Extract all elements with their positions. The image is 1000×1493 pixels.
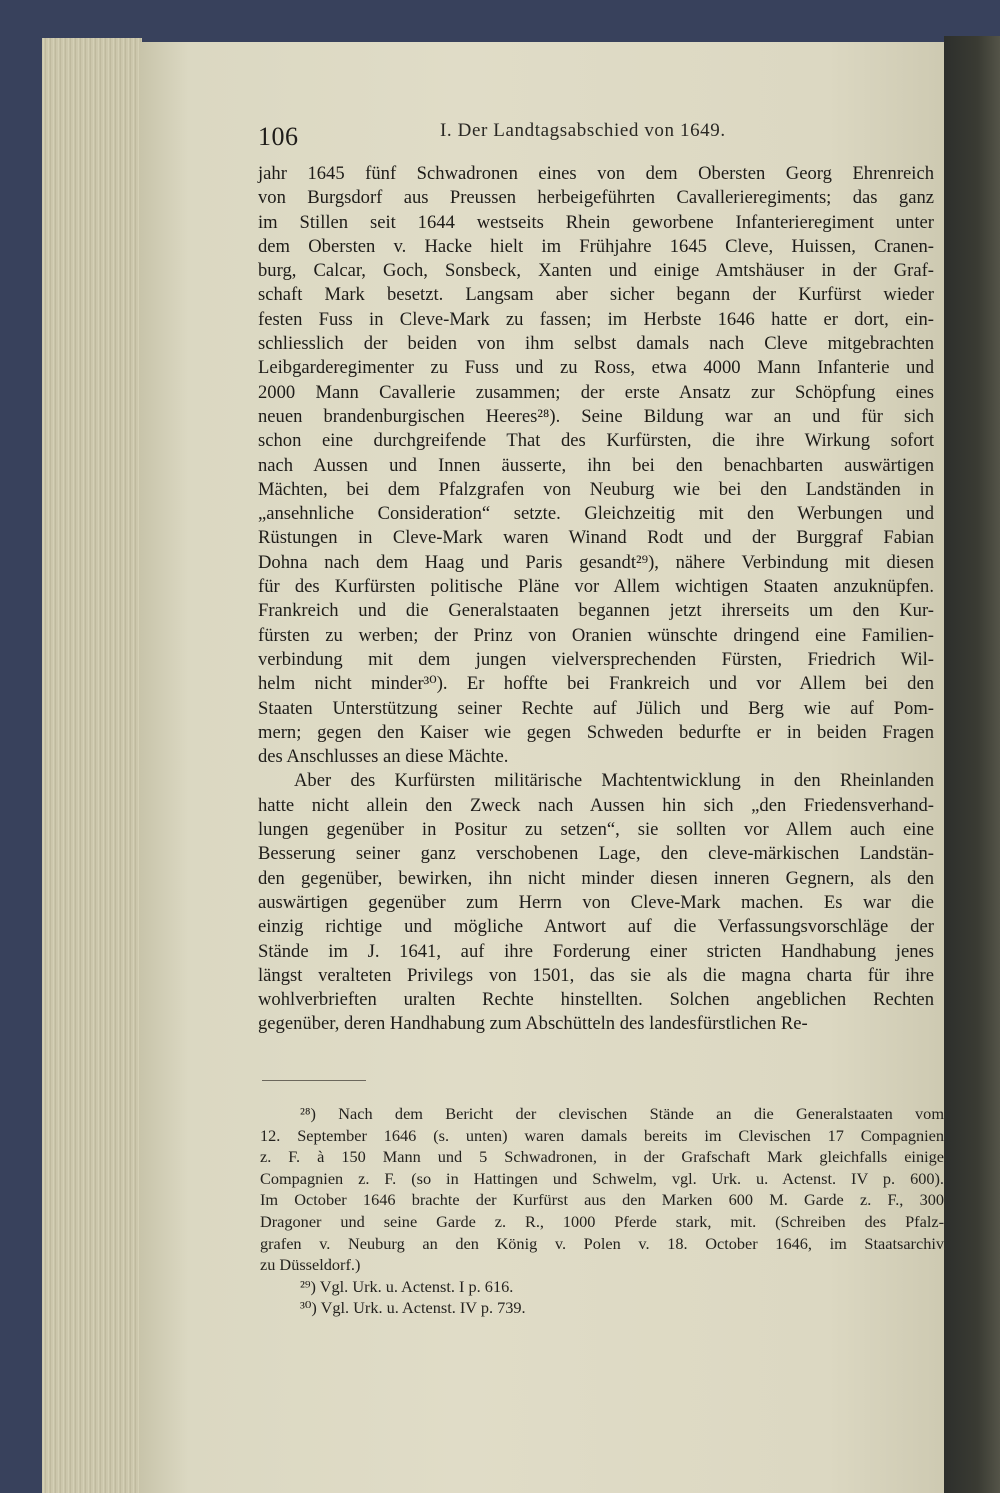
text-line: „ansehnliche Consideration“ setzte. Gleichzeitig mit den Werbungen und [258, 503, 934, 525]
footnote-line: z. F. à 150 Mann und 5 Schwadronen, in der Grafschaft Mark gleichfalls einige [260, 1147, 944, 1167]
text-line: dem Obersten v. Hacke hielt im Frühjahre 1645 Cleve, Huissen, Cranen- [258, 235, 934, 257]
text-line: schon eine durchgreifende That des Kurfürsten, die ihre Wirkung sofort [258, 430, 934, 452]
text-line: helm nicht minder³⁰). Er hoffte bei Frankreich und vor Allem bei den [258, 673, 934, 695]
text-line: schaft Mark besetzt. Langsam aber sicher begann der Kurfürst wieder [258, 284, 934, 306]
text-line: Staaten Unterstützung seiner Rechte auf Jülich und Berg wie auf Pom- [258, 697, 934, 719]
text-line: jahr 1645 fünf Schwadronen eines von dem Obersten Georg Ehrenreich [258, 163, 934, 184]
text-line: wohlverbrieften uralten Rechte hinstellten. Solchen angeblichen Rechten [258, 989, 934, 1011]
text-line: längst veralteten Privilegs von 1501, das sie als die magna charta für ihre [258, 964, 934, 986]
text-line: Mächten, bei dem Pfalzgrafen von Neuburg wie bei den Landständen in [258, 478, 934, 500]
footnote-line: ²⁸) Nach dem Bericht der clevischen Stände an die Generalstaaten vom [300, 1104, 944, 1123]
text-line: Frankreich und die Generalstaaten begannen jetzt ihrerseits um den Kur- [258, 600, 934, 622]
text-line: nach Aussen und Innen äusserte, ihn bei den benachbarten auswärtigen [258, 454, 934, 476]
footnote-line: Im October 1646 brachte der Kurfürst aus den Marken 600 M. Garde z. F., 300 [260, 1190, 944, 1210]
text-line: einzig richtige und mögliche Antwort auf die Verfassungsvorschläge der [258, 916, 934, 938]
footnote-divider [262, 1080, 366, 1081]
text-line: Leibgarderegimenter zu Fuss und zu Ross, etwa 4000 Mann Infanterie und [258, 357, 934, 379]
footnote-line: zu Düsseldorf.) [260, 1255, 361, 1275]
footnote-line: grafen v. Neuburg an den König v. Polen v. 18. October 1646, im Staatsarchiv [260, 1233, 944, 1253]
text-line: lungen gegenüber in Positur zu setzen“, sie sollten vor Allem auch eine [258, 819, 934, 841]
binding-shadow [944, 36, 1000, 1493]
text-line: gegenüber, deren Handhabung zum Abschütteln des landesfürstlichen Re- [258, 1013, 808, 1035]
body-text [258, 162, 934, 1037]
footnote-line: ³⁰) Vgl. Urk. u. Actenst. IV p. 739. [300, 1298, 526, 1318]
text-line: schliesslich der beiden von ihm selbst damals nach Cleve mitgebrachten [258, 333, 934, 355]
text-line: Aber des Kurfürsten militärische Machtentwicklung in den Rheinlanden [294, 770, 934, 792]
text-line: Dohna nach dem Haag und Paris gesandt²⁹), nähere Verbindung mit diesen [258, 551, 934, 573]
text-line: im Stillen seit 1644 westseits Rhein geworbene Infanterieregiment unter [258, 211, 934, 233]
text-line: für des Kurfürsten politische Pläne vor Allem wichtigen Staaten anzuknüpfen. [258, 576, 934, 598]
text-line: Besserung seiner ganz verschobenen Lage, den cleve-märkischen Landstän- [258, 843, 934, 865]
text-line: den gegenüber, bewirken, ihn nicht minder diesen inneren Gegnern, als den [258, 867, 934, 889]
text-line: auswärtigen gegenüber zum Herrn von Cleve-Mark machen. Es war die [258, 891, 934, 913]
footnotes [260, 1103, 944, 1319]
page-number: 106 [258, 122, 299, 151]
footnote-line: ²⁹) Vgl. Urk. u. Actenst. I p. 616. [300, 1276, 514, 1296]
text-line: 2000 Mann Cavallerie zusammen; der erste Ansatz zur Schöpfung eines [258, 381, 934, 403]
text-line: des Anschlusses an diese Mächte. [258, 746, 509, 768]
page-stack-edge [42, 38, 142, 1493]
page-header [258, 116, 948, 156]
text-line: Rüstungen in Cleve-Mark waren Winand Rodt und der Burggraf Fabian [258, 527, 934, 549]
text-line: fürsten zu werben; der Prinz von Oranien wünschte dringend eine Familien- [258, 624, 934, 646]
text-line: burg, Calcar, Goch, Sonsbeck, Xanten und einige Amtshäuser in der Graf- [258, 260, 934, 282]
footnote-line: Dragoner und seine Garde z. R., 1000 Pferde stark, mit. (Schreiben des Pfalz- [260, 1211, 944, 1231]
text-line: hatte nicht allein den Zweck nach Aussen hin sich „den Friedensverhand- [258, 794, 934, 816]
text-line: festen Fuss in Cleve-Mark zu fassen; im Herbste 1646 hatte er dort, ein- [258, 308, 934, 330]
text-line: mern; gegen den Kaiser wie gegen Schweden bedurfte er in beiden Fragen [258, 721, 934, 743]
text-line: Stände im J. 1641, auf ihre Forderung einer stricten Handhabung jenes [258, 940, 934, 962]
text-line: verbindung mit dem jungen vielversprechenden Fürsten, Friedrich Wil- [258, 648, 934, 670]
text-line: von Burgsdorf aus Preussen herbeigeführten Cavallerieregiments; das ganz [258, 187, 934, 209]
footnote-line: Compagnien z. F. (so in Hattingen und Schwelm, vgl. Urk. u. Actenst. IV p. 600). [260, 1168, 944, 1188]
text-line: neuen brandenburgischen Heeres²⁸). Seine Bildung war an und für sich [258, 405, 934, 427]
footnote-line: 12. September 1646 (s. unten) waren damals bereits im Clevischen 17 Compagnien [260, 1125, 944, 1145]
running-head: I. Der Landtagsabschied von 1649. [440, 120, 726, 141]
